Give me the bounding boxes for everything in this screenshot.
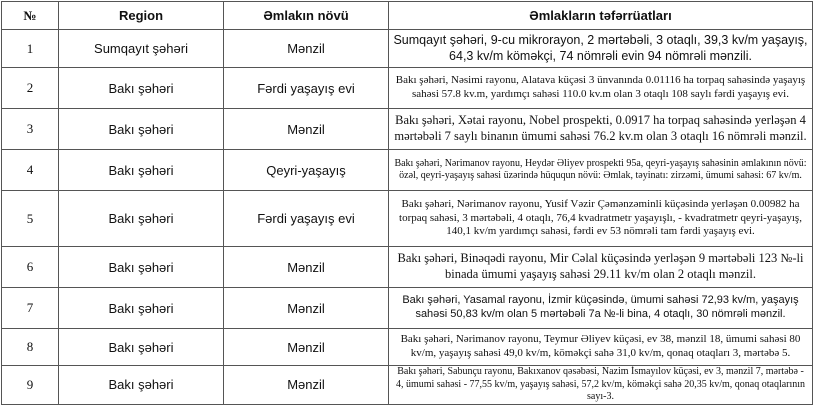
row-details: Bakı şəhəri, Nəsimi rayonu, Alatava küçəsi 3 ünvanında 0.01116 ha torpaq sahəsində yaşayış sahəsi 57.8 kv.m, yardımçı sahəsi 110.0 kv.m olan 3 otaqlı 108 saylı fərdi yaşayış evi. bbox=[389, 68, 813, 109]
table-row bbox=[2, 109, 813, 150]
row-region: Bakı şəhəri bbox=[59, 68, 224, 109]
table-row bbox=[2, 30, 813, 68]
row-type: Qeyri-yaşayış bbox=[224, 150, 389, 191]
row-num: 1 bbox=[2, 30, 59, 68]
row-num: 8 bbox=[2, 329, 59, 366]
header-details: Əmlakların təfərrüatları bbox=[389, 2, 813, 30]
row-num: 4 bbox=[2, 150, 59, 191]
row-details: Bakı şəhəri, Nərimanov rayonu, Teymur Əliyev küçəsi, ev 38, mənzil 18, ümumi sahəsi 80 kv/m, yaşayış sahəsi 49,0 kv/m, köməkçi sahə 31,0 kv/m, qonaq otaqları 3, mərtəbə 5. bbox=[389, 329, 813, 366]
row-region: Bakı şəhəri bbox=[59, 288, 224, 329]
row-num: 9 bbox=[2, 366, 59, 405]
row-num: 6 bbox=[2, 247, 59, 288]
row-type: Fərdi yaşayış evi bbox=[224, 68, 389, 109]
row-details: Bakı şəhəri, Sabunçu rayonu, Bakıxanov qəsəbəsi, Nazim İsmayılov küçəsi, ev 3, mənzil 7, mərtəbə - 4, ümumi sahəsi - 77,55 kv/m, yaşayış sahəsi, 57,2 kv/m, köməkçi sahə 20,35 kv/m, qonaq otaqlarının sayı-3. bbox=[389, 366, 813, 405]
row-region: Bakı şəhəri bbox=[59, 366, 224, 405]
row-region: Bakı şəhəri bbox=[59, 150, 224, 191]
row-details: Bakı şəhəri, Nərimanov rayonu, Yusif Vəzir Çəmənzəminli küçəsində yerləşən 0.00982 ha torpaq sahəsi, 3 mərtəbəli, 4 otaqlı, 76,4 kvadratmetr yaşayışlı, - kvadratmetr qeyri-yaşayış, 140,1 kv/m yardımçı sahəsi, fərdi ev 53 nömrəli tam fərdi yaşayış evi. bbox=[389, 191, 813, 247]
row-details: Bakı şəhəri, Xətai rayonu, Nobel prospekti, 0.0917 ha torpaq sahəsində yerləşən 4 mərtəbəli 7 saylı binanın ümumi sahəsi 76.2 kv.m olan 3 otaqlı 16 nömrəli mənzil. bbox=[389, 109, 813, 150]
header-num: № bbox=[2, 2, 59, 30]
row-num: 7 bbox=[2, 288, 59, 329]
row-type: Fərdi yaşayış evi bbox=[224, 191, 389, 247]
table-row bbox=[2, 247, 813, 288]
property-table bbox=[1, 1, 813, 405]
row-type: Mənzil bbox=[224, 30, 389, 68]
row-region: Bakı şəhəri bbox=[59, 247, 224, 288]
table-row bbox=[2, 329, 813, 366]
row-type: Mənzil bbox=[224, 366, 389, 405]
row-type: Mənzil bbox=[224, 288, 389, 329]
table-row bbox=[2, 150, 813, 191]
row-region: Bakı şəhəri bbox=[59, 329, 224, 366]
header-row bbox=[2, 2, 813, 30]
row-details: Sumqayıt şəhəri, 9-cu mikrorayon, 2 mərtəbəli, 3 otaqlı, 39,3 kv/m yaşayış, 64,3 kv/m köməkçi, 74 nömrəli evin 94 nömrəli mənzili. bbox=[389, 30, 813, 68]
row-num: 3 bbox=[2, 109, 59, 150]
table-row bbox=[2, 288, 813, 329]
row-type: Mənzil bbox=[224, 329, 389, 366]
row-num: 5 bbox=[2, 191, 59, 247]
header-type: Əmlakın növü bbox=[224, 2, 389, 30]
row-num: 2 bbox=[2, 68, 59, 109]
table-row bbox=[2, 366, 813, 405]
row-details: Bakı şəhəri, Nərimanov rayonu, Heydər Əliyev prospekti 95a, qeyri-yaşayış sahəsinin əmlakının növü: özəl, qeyri-yaşayış sahəsi üzərində hüququn növü: Əmlak, təyinatı: zirzəmi, ümumi sahəsi: 67 kv/m. bbox=[389, 150, 813, 191]
row-region: Sumqayıt şəhəri bbox=[59, 30, 224, 68]
row-details: Bakı şəhəri, Binəqədi rayonu, Mir Cəlal küçəsində yerləşən 9 mərtəbəli 123 №-li binada ümumi yaşayış sahəsi 29.11 kv/m olan 2 otaqlı mənzil. bbox=[389, 247, 813, 288]
row-region: Bakı şəhəri bbox=[59, 109, 224, 150]
header-region: Region bbox=[59, 2, 224, 30]
row-type: Mənzil bbox=[224, 247, 389, 288]
row-region: Bakı şəhəri bbox=[59, 191, 224, 247]
row-type: Mənzil bbox=[224, 109, 389, 150]
table-row bbox=[2, 191, 813, 247]
row-details: Bakı şəhəri, Yasamal rayonu, İzmir küçəsində, ümumi sahəsi 72,93 kv/m, yaşayış sahəsi 50,83 kv/m olan 5 mərtəbəli 7a №-li bina, 4 otaqlı, 30 nömrəli mənzil. bbox=[389, 288, 813, 329]
table-row bbox=[2, 68, 813, 109]
